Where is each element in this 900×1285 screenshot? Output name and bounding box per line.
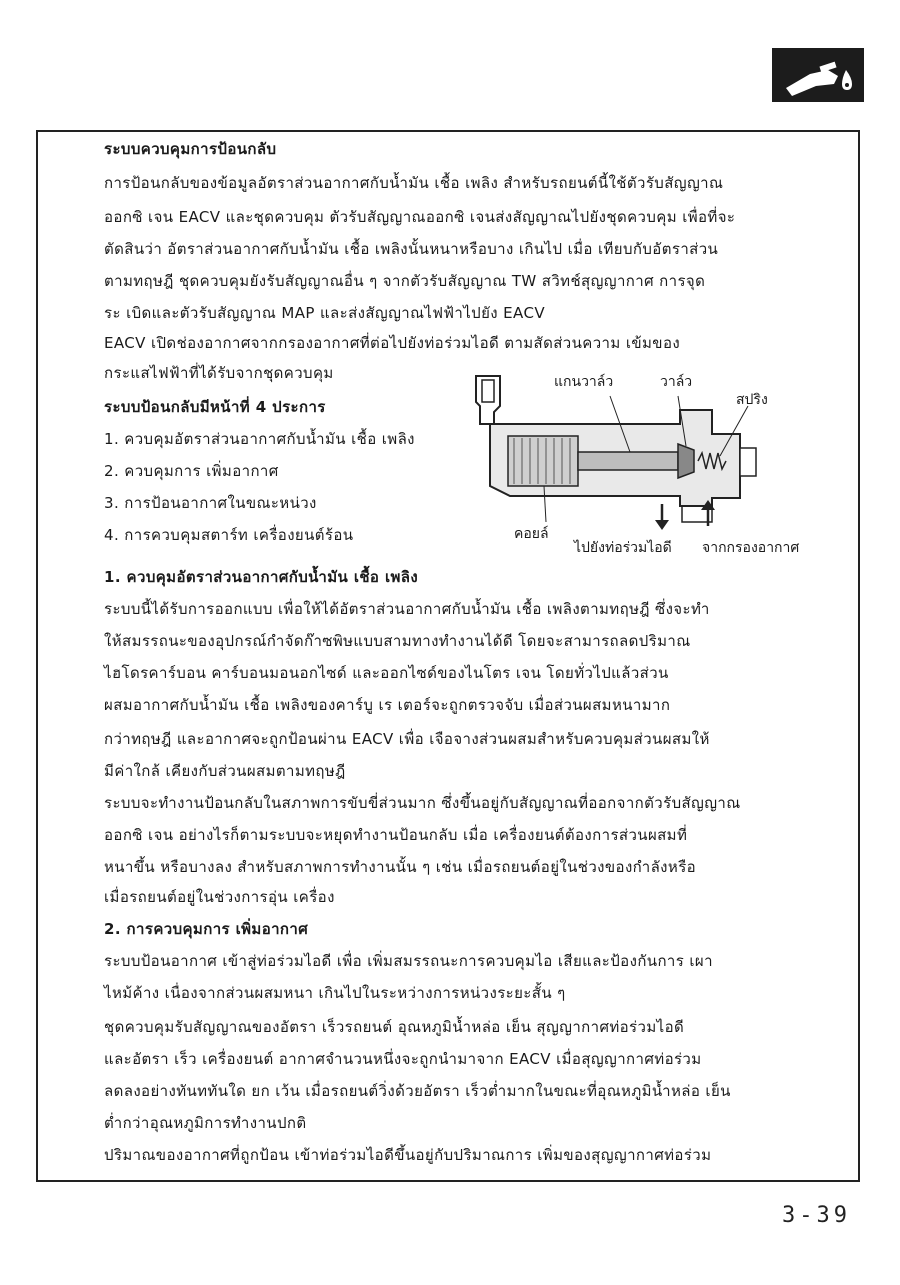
section1-line-8: ออกซิ เจน อย่างไรก็ตามระบบจะหยุดทำงานป้อนกลับ เมื่อ เครื่องยนต์ต้องการส่วนผสมที่ (104, 826, 688, 844)
function-item-3: 3. การป้อนอากาศในขณะหน่วง (104, 494, 317, 512)
label-valve: วาล์ว (660, 374, 693, 390)
section1-line-1: ระบบนี้ได้รับการออกแบบ เพื่อให้ได้อัตราส่วนอากาศกับน้ำมัน เชื้อ เพลิงตามทฤษฎี ซึ่งจะทำ (104, 600, 710, 618)
function-item-1: 1. ควบคุมอัตราส่วนอากาศกับน้ำมัน เชื้อ เพลิง (104, 430, 415, 448)
eacv-diagram (450, 366, 830, 566)
label-valve-core: แกนวาล์ว (554, 374, 614, 390)
intro-line-5: ระ เบิดและตัวรับสัญญาณ MAP และส่งสัญญาณไฟฟ้าไปยัง EACV (104, 304, 545, 322)
section1-line-10: เมื่อรถยนต์อยู่ในช่วงการอุ่น เครื่อง (104, 888, 335, 906)
section2-line-1: ระบบป้อนอากาศ เข้าสู่ท่อร่วมไอดี เพื่อ เพิ่มสมรรถนะการควบคุมไอ เสียและป้องกันการ เผา (104, 952, 713, 970)
section-heading: ระบบควบคุมการป้อนกลับ (104, 140, 277, 158)
label-to-manifold: ไปยังท่อร่วมไอดี (574, 540, 672, 556)
section2-heading: 2. การควบคุมการ เพิ่มอากาศ (104, 920, 309, 938)
page-number: 3-39 (782, 1203, 851, 1228)
intro-line-2: ออกซิ เจน EACV และชุดควบคุม ตัวรับสัญญาณออกซิ เจนส่งสัญญาณไปยังชุดควบคุม เพื่อที่จะ (104, 208, 736, 226)
flow-arrow-out-icon (655, 504, 669, 530)
section1-line-5: กว่าทฤษฎี และอากาศจะถูกป้อนผ่าน EACV เพื่อ เจือจางส่วนผสมสำหรับควบคุมส่วนผสมให้ (104, 730, 710, 748)
intro-line-6: EACV เปิดช่องอากาศจากกรองอากาศที่ต่อไปยังท่อร่วมไอดี ตามสัดส่วนความ เข้มของ (104, 334, 681, 352)
intro-line-4: ตามทฤษฎี ชุดควบคุมยังรับสัญญาณอื่น ๆ จากตัวรับสัญญาณ TW สวิทช์สุญญากาศ การจุด (104, 272, 706, 290)
fuel-nozzle-icon (772, 48, 864, 102)
intro-line-7: กระแสไฟฟ้าที่ได้รับจากชุดควบคุม (104, 364, 334, 382)
intro-line-1: การป้อนกลับของข้อมูลอัตราส่วนอากาศกับน้ำมัน เชื้อ เพลิง สำหรับรถยนต์นี้ใช้ตัวรับสัญญาณ (104, 174, 724, 192)
section1-line-9: หนาขึ้น หรือบางลง สำหรับสภาพการทำงานนั้น ๆ เช่น เมื่อรถยนต์อยู่ในช่วงของกำลังหรือ (104, 858, 697, 876)
section1-line-4: ผสมอากาศกับน้ำมัน เชื้อ เพลิงของคาร์บู เร เตอร์จะถูกตรวจจับ เมื่อส่วนผสมหนามาก (104, 696, 671, 714)
label-coil: คอยล์ (514, 526, 549, 542)
section1-heading: 1. ควบคุมอัตราส่วนอากาศกับน้ำมัน เชื้อ เพลิง (104, 568, 419, 586)
chapter-tab (772, 48, 864, 102)
section1-line-6: มีค่าใกล้ เคียงกับส่วนผสมตามทฤษฎี (104, 762, 346, 780)
intro-line-3: ตัดสินว่า อัตราส่วนอากาศกับน้ำมัน เชื้อ เพลิงนั้นหนาหรือบาง เกินไป เมื่อ เทียบกับอัตราส่วน (104, 240, 719, 258)
section2-line-7: ปริมาณของอากาศที่ถูกป้อน เข้าท่อร่วมไอดีขึ้นอยู่กับปริมาณการ เพิ่มของสุญญากาศท่อร่วม (104, 1146, 712, 1164)
section1-line-7: ระบบจะทำงานป้อนกลับในสภาพการขับขี่ส่วนมาก ซึ่งขึ้นอยู่กับสัญญาณที่ออกจากตัวรับสัญญาณ (104, 794, 741, 812)
label-spring: สปริง (736, 392, 768, 408)
section2-line-2: ไหม้ค้าง เนื่องจากส่วนผสมหนา เกินไปในระหว่างการหน่วงระยะสั้น ๆ (104, 984, 566, 1002)
function-item-2: 2. ควบคุมการ เพิ่มอากาศ (104, 462, 279, 480)
functions-heading: ระบบป้อนกลับมีหน้าที่ 4 ประการ (104, 398, 326, 416)
function-item-4: 4. การควบคุมสตาร์ท เครื่องยนต์ร้อน (104, 526, 354, 544)
section2-line-5: ลดลงอย่างทันททันใด ยก เว้น เมื่อรถยนต์วิ่งด้วยอัตรา เร็วต่ำมากในขณะที่อุณหภูมิน้ำหล่อ เย็น (104, 1082, 731, 1100)
section1-line-2: ให้สมรรถนะของอุปกรณ์กำจัดก๊าซพิษแบบสามทางทำงานได้ดี โดยจะสามารถลดปริมาณ (104, 632, 691, 650)
section2-line-6: ต่ำกว่าอุณหภูมิการทำงานปกติ (104, 1114, 307, 1132)
section2-line-4: และอัตรา เร็ว เครื่องยนต์ อากาศจำนวนหนึ่งจะถูกนำมาจาก EACV เมื่อสุญญากาศท่อร่วม (104, 1050, 702, 1068)
section1-line-3: ไฮโดรคาร์บอน คาร์บอนมอนอกไซด์ และออกไซด์ของไนโตร เจน โดยทั่วไปแล้วส่วน (104, 664, 669, 682)
section2-line-3: ชุดควบคุมรับสัญญาณของอัตรา เร็วรถยนต์ อุณหภูมิน้ำหล่อ เย็น สุญญากาศท่อร่วมไอดี (104, 1018, 685, 1036)
label-from-filter: จากกรองอากาศ (702, 540, 800, 556)
